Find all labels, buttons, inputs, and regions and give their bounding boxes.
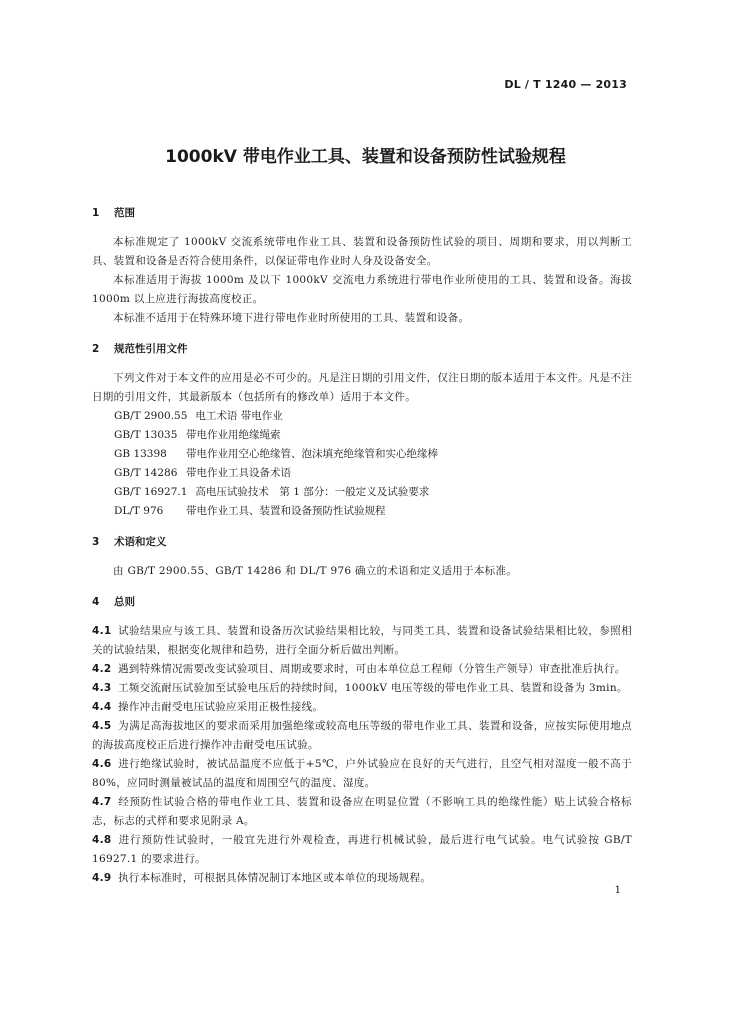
- clause-text: 进行绝缘试验时，被试品温度不应低于+5℃，户外试验应在良好的天气进行，且空气相对湿度一般不高于 80%，应同时测量被试品的温度和周围空气的温度、湿度。: [92, 758, 632, 789]
- reference-code: GB/T 13035: [114, 429, 178, 441]
- document-title: 1000kV 带电作业工具、装置和设备预防性试验规程: [165, 147, 566, 167]
- clause: [92, 869, 632, 888]
- section-title: 范围: [114, 207, 135, 219]
- clause: [92, 698, 632, 717]
- clause: [92, 831, 632, 869]
- reference-item: [92, 445, 632, 464]
- clause-text: 进行预防性试验时，一般宜先进行外观检查，再进行机械试验，最后进行电气试验。电气试验按 GB/T 16927.1 的要求进行。: [92, 834, 632, 865]
- reference-name: 带电作业工具、装置和设备预防性试验规程: [186, 505, 386, 517]
- clause-text: 经预防性试验合格的带电作业工具、装置和设备应在明显位置（不影响工具的绝缘性能）贴上试验合格标志，标志的式样和要求见附录 A。: [92, 796, 632, 827]
- reference-code: GB 13398: [114, 448, 167, 460]
- section-title: 总则: [114, 596, 135, 608]
- reference-item: [92, 464, 632, 483]
- paragraph: 由 GB/T 2900.55、GB/T 14286 和 DL/T 976 确立的术语和定义适用于本标准。: [113, 565, 518, 577]
- reference-code: GB/T 14286: [114, 467, 178, 479]
- clause-number: 4.9: [92, 872, 112, 884]
- section-4-heading: [92, 593, 632, 612]
- document-body: [92, 204, 632, 888]
- clause: [92, 755, 632, 793]
- reference-item: [92, 502, 632, 521]
- reference-name: 带电作业用绝缘绳索: [186, 429, 281, 441]
- section-number: 1: [92, 207, 100, 219]
- clause-number: 4.7: [92, 796, 112, 808]
- reference-item: [92, 483, 632, 502]
- paragraph: 本标准适用于海拔 1000m 及以下 1000kV 交流电力系统进行带电作业所使用的工具、装置和设备。海拔 1000m 以上应进行海拔高度校正。: [92, 274, 632, 305]
- section-number: 4: [92, 596, 100, 608]
- paragraph: 下列文件对于本文件的应用是必不可少的。凡是注日期的引用文件，仅注日期的版本适用于本文件。凡是不注日期的引用文件，其最新版本（包括所有的修改单）适用于本文件。: [92, 372, 632, 403]
- clause: [92, 622, 632, 660]
- clause-number: 4.4: [92, 701, 112, 713]
- section-title: 规范性引用文件: [114, 343, 188, 355]
- reference-name: 带电作业用空心绝缘管、泡沫填充绝缘管和实心绝缘棒: [186, 448, 438, 460]
- clause: [92, 679, 632, 698]
- page-number: 1: [614, 885, 621, 896]
- section-number: 2: [92, 343, 100, 355]
- section-3-heading: [92, 533, 632, 552]
- clause-text: 遇到特殊情况需要改变试验项目、周期或要求时，可由本单位总工程师（分管生产领导）审查批准后执行。: [118, 663, 626, 675]
- clause: [92, 717, 632, 755]
- clause-number: 4.5: [92, 720, 112, 732]
- paragraph: 本标准规定了 1000kV 交流系统带电作业工具、装置和设备预防性试验的项目、周期和要求，用以判断工具、装置和设备是否符合使用条件，以保证带电作业时人身及设备安全。: [92, 236, 632, 267]
- clause: [92, 793, 632, 831]
- clause-number: 4.6: [92, 758, 112, 770]
- clause: [92, 660, 632, 679]
- reference-item: [92, 407, 632, 426]
- clause-text: 操作冲击耐受电压试验应采用正极性接线。: [118, 701, 324, 713]
- paragraph: 本标准不适用于在特殊环境下进行带电作业时所使用的工具、装置和设备。: [113, 312, 470, 324]
- section-1-heading: [92, 204, 632, 223]
- reference-code: GB/T 2900.55: [114, 410, 188, 422]
- clause-number: 4.8: [92, 834, 112, 846]
- section-title: 术语和定义: [114, 536, 167, 548]
- clause-text: 工频交流耐压试验加至试验电压后的持续时间，1000kV 电压等级的带电作业工具、装置和设备为 3min。: [118, 682, 628, 694]
- reference-name: 电工术语 带电作业: [195, 410, 283, 422]
- clause-text: 试验结果应与该工具、装置和设备历次试验结果相比较，与同类工具、装置和设备试验结果相比较，参照相关的试验结果，根据变化规律和趋势，进行全面分析后做出判断。: [92, 625, 632, 656]
- reference-code: GB/T 16927.1: [114, 486, 188, 498]
- clause-text: 执行本标准时，可根据具体情况制订本地区或本单位的现场规程。: [118, 872, 432, 884]
- reference-item: [92, 426, 632, 445]
- reference-name: 带电作业工具设备术语: [186, 467, 291, 479]
- clause-number: 4.2: [92, 663, 112, 675]
- clause-number: 4.3: [92, 682, 112, 694]
- standard-code: DL / T 1240 — 2013: [504, 78, 627, 91]
- reference-name: 高电压试验技术 第 1 部分：一般定义及试验要求: [195, 486, 430, 498]
- clause-number: 4.1: [92, 625, 112, 637]
- clause-text: 为满足高海拔地区的要求而采用加强绝缘或较高电压等级的带电作业工具、装置和设备，应按实际使用地点的海拔高度校正后进行操作冲击耐受电压试验。: [92, 720, 632, 751]
- section-2-heading: [92, 340, 632, 359]
- reference-code: DL/T 976: [114, 505, 164, 517]
- section-number: 3: [92, 536, 100, 548]
